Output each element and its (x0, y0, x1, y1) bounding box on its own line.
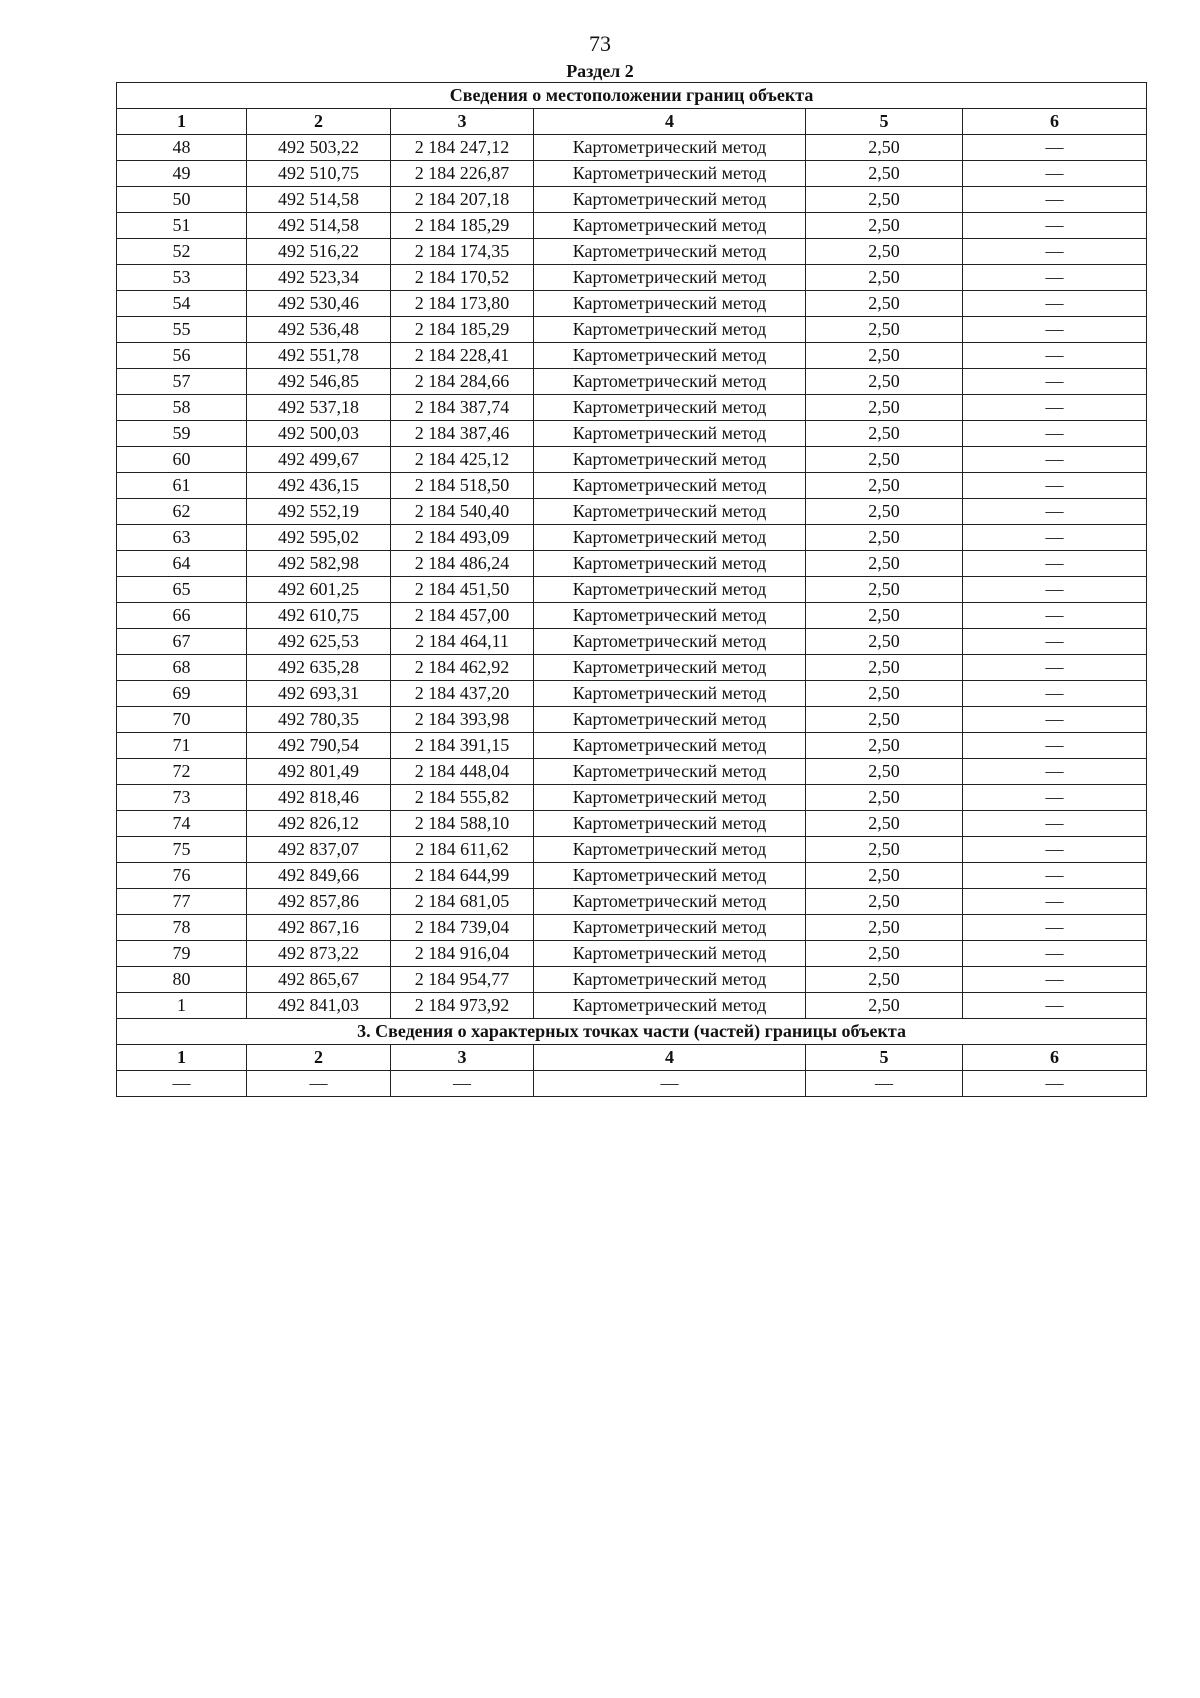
cell-point-number: 68 (117, 655, 247, 681)
cell-method: Картометрический метод (534, 941, 806, 967)
cell-coord-y: 2 184 391,15 (391, 733, 534, 759)
cell-description: — (963, 499, 1147, 525)
table1-header-cell: 6 (963, 109, 1147, 135)
table-row (117, 369, 1147, 395)
cell-description: — (963, 915, 1147, 941)
cell-description: — (963, 707, 1147, 733)
table-row (117, 395, 1147, 421)
cell-coord-x: 492 551,78 (247, 343, 391, 369)
cell-coord-y: 2 184 173,80 (391, 291, 534, 317)
cell-coord-y: 2 184 462,92 (391, 655, 534, 681)
cell-coord-x: 492 790,54 (247, 733, 391, 759)
cell-coord-x: 492 818,46 (247, 785, 391, 811)
cell-method: Картометрический метод (534, 837, 806, 863)
cell-accuracy: 2,50 (806, 629, 963, 655)
table2-cell: — (806, 1071, 963, 1097)
table2-header-cell: 4 (534, 1045, 806, 1071)
cell-point-number: 57 (117, 369, 247, 395)
table-row (117, 577, 1147, 603)
table1-header-cell: 1 (117, 109, 247, 135)
cell-coord-x: 492 826,12 (247, 811, 391, 837)
table-row (117, 681, 1147, 707)
cell-accuracy: 2,50 (806, 473, 963, 499)
cell-coord-y: 2 184 540,40 (391, 499, 534, 525)
cell-description: — (963, 369, 1147, 395)
cell-method: Картометрический метод (534, 733, 806, 759)
cell-coord-x: 492 635,28 (247, 655, 391, 681)
table-row (117, 889, 1147, 915)
table-row (117, 265, 1147, 291)
cell-method: Картометрический метод (534, 551, 806, 577)
table-row (117, 187, 1147, 213)
cell-accuracy: 2,50 (806, 863, 963, 889)
cell-coord-y: 2 184 916,04 (391, 941, 534, 967)
cell-coord-x: 492 780,35 (247, 707, 391, 733)
cell-point-number: 64 (117, 551, 247, 577)
cell-coord-x: 492 867,16 (247, 915, 391, 941)
cell-point-number: 61 (117, 473, 247, 499)
cell-point-number: 51 (117, 213, 247, 239)
table-row (117, 811, 1147, 837)
table-row (117, 291, 1147, 317)
cell-method: Картометрический метод (534, 993, 806, 1019)
cell-description: — (963, 889, 1147, 915)
table2-cell: — (247, 1071, 391, 1097)
cell-coord-y: 2 184 486,24 (391, 551, 534, 577)
cell-description: — (963, 291, 1147, 317)
cell-coord-x: 492 516,22 (247, 239, 391, 265)
cell-point-number: 70 (117, 707, 247, 733)
table-row (117, 733, 1147, 759)
cell-coord-x: 492 857,86 (247, 889, 391, 915)
cell-accuracy: 2,50 (806, 291, 963, 317)
cell-coord-y: 2 184 451,50 (391, 577, 534, 603)
cell-coord-y: 2 184 644,99 (391, 863, 534, 889)
cell-description: — (963, 733, 1147, 759)
table-row (117, 629, 1147, 655)
cell-coord-y: 2 184 226,87 (391, 161, 534, 187)
cell-point-number: 50 (117, 187, 247, 213)
table-row (117, 525, 1147, 551)
table-row (117, 161, 1147, 187)
table1-header-cell: 5 (806, 109, 963, 135)
cell-point-number: 53 (117, 265, 247, 291)
cell-method: Картометрический метод (534, 473, 806, 499)
table2-cell: — (117, 1071, 247, 1097)
cell-coord-y: 2 184 185,29 (391, 317, 534, 343)
cell-coord-x: 492 552,19 (247, 499, 391, 525)
cell-coord-x: 492 537,18 (247, 395, 391, 421)
cell-method: Картометрический метод (534, 785, 806, 811)
cell-description: — (963, 551, 1147, 577)
cell-coord-y: 2 184 174,35 (391, 239, 534, 265)
cell-description: — (963, 655, 1147, 681)
table2-header-cell: 5 (806, 1045, 963, 1071)
cell-method: Картометрический метод (534, 681, 806, 707)
cell-method: Картометрический метод (534, 343, 806, 369)
table-row (117, 759, 1147, 785)
cell-method: Картометрический метод (534, 317, 806, 343)
table-row (117, 499, 1147, 525)
cell-accuracy: 2,50 (806, 187, 963, 213)
cell-accuracy: 2,50 (806, 707, 963, 733)
cell-description: — (963, 837, 1147, 863)
cell-accuracy: 2,50 (806, 577, 963, 603)
cell-accuracy: 2,50 (806, 213, 963, 239)
cell-description: — (963, 265, 1147, 291)
table2-title: 3. Сведения о характерных точках части (частей) границы объекта (117, 1019, 1147, 1045)
cell-description: — (963, 525, 1147, 551)
cell-description: — (963, 395, 1147, 421)
cell-accuracy: 2,50 (806, 499, 963, 525)
cell-method: Картометрический метод (534, 707, 806, 733)
cell-point-number: 79 (117, 941, 247, 967)
table1-header-cell: 2 (247, 109, 391, 135)
cell-method: Картометрический метод (534, 967, 806, 993)
cell-coord-x: 492 693,31 (247, 681, 391, 707)
cell-description: — (963, 603, 1147, 629)
cell-accuracy: 2,50 (806, 915, 963, 941)
table-row (117, 837, 1147, 863)
cell-point-number: 80 (117, 967, 247, 993)
table2-header-cell: 1 (117, 1045, 247, 1071)
cell-accuracy: 2,50 (806, 395, 963, 421)
cell-method: Картометрический метод (534, 915, 806, 941)
cell-accuracy: 2,50 (806, 837, 963, 863)
cell-method: Картометрический метод (534, 395, 806, 421)
cell-description: — (963, 447, 1147, 473)
cell-coord-y: 2 184 457,00 (391, 603, 534, 629)
cell-method: Картометрический метод (534, 291, 806, 317)
table-row (117, 473, 1147, 499)
table2-title-row (117, 1019, 1147, 1045)
cell-coord-x: 492 530,46 (247, 291, 391, 317)
cell-coord-y: 2 184 185,29 (391, 213, 534, 239)
cell-coord-y: 2 184 387,46 (391, 421, 534, 447)
cell-coord-x: 492 546,85 (247, 369, 391, 395)
cell-accuracy: 2,50 (806, 733, 963, 759)
cell-point-number: 58 (117, 395, 247, 421)
cell-point-number: 67 (117, 629, 247, 655)
cell-description: — (963, 759, 1147, 785)
cell-accuracy: 2,50 (806, 369, 963, 395)
cell-method: Картометрический метод (534, 655, 806, 681)
cell-method: Картометрический метод (534, 629, 806, 655)
cell-coord-x: 492 625,53 (247, 629, 391, 655)
table-row (117, 343, 1147, 369)
cell-coord-y: 2 184 448,04 (391, 759, 534, 785)
table-row (117, 317, 1147, 343)
table1-header-cell: 3 (391, 109, 534, 135)
cell-description: — (963, 239, 1147, 265)
cell-coord-x: 492 503,22 (247, 135, 391, 161)
cell-coord-x: 492 499,67 (247, 447, 391, 473)
cell-description: — (963, 785, 1147, 811)
cell-point-number: 62 (117, 499, 247, 525)
cell-coord-x: 492 582,98 (247, 551, 391, 577)
table-row (117, 551, 1147, 577)
cell-accuracy: 2,50 (806, 603, 963, 629)
cell-description: — (963, 421, 1147, 447)
table2-header-cell: 3 (391, 1045, 534, 1071)
cell-description: — (963, 317, 1147, 343)
cell-point-number: 69 (117, 681, 247, 707)
table2-cell: — (534, 1071, 806, 1097)
cell-description: — (963, 681, 1147, 707)
table-row (117, 707, 1147, 733)
cell-coord-x: 492 865,67 (247, 967, 391, 993)
cell-point-number: 1 (117, 993, 247, 1019)
coordinates-table-body (117, 83, 1147, 1097)
table1-title-row (117, 83, 1147, 109)
cell-method: Картометрический метод (534, 161, 806, 187)
cell-point-number: 65 (117, 577, 247, 603)
table-row (117, 785, 1147, 811)
cell-coord-y: 2 184 170,52 (391, 265, 534, 291)
section-label: Раздел 2 (566, 61, 634, 81)
table2-cell: — (391, 1071, 534, 1097)
cell-description: — (963, 577, 1147, 603)
cell-coord-x: 492 536,48 (247, 317, 391, 343)
cell-method: Картометрический метод (534, 369, 806, 395)
cell-description: — (963, 187, 1147, 213)
cell-method: Картометрический метод (534, 525, 806, 551)
cell-coord-x: 492 510,75 (247, 161, 391, 187)
cell-point-number: 54 (117, 291, 247, 317)
cell-point-number: 60 (117, 447, 247, 473)
cell-coord-x: 492 514,58 (247, 187, 391, 213)
cell-accuracy: 2,50 (806, 317, 963, 343)
cell-accuracy: 2,50 (806, 525, 963, 551)
table1-title: Сведения о местоположении границ объекта (117, 83, 1147, 109)
cell-coord-y: 2 184 247,12 (391, 135, 534, 161)
cell-point-number: 71 (117, 733, 247, 759)
cell-coord-x: 492 837,07 (247, 837, 391, 863)
cell-coord-x: 492 514,58 (247, 213, 391, 239)
table-row (117, 915, 1147, 941)
table-row (117, 863, 1147, 889)
cell-accuracy: 2,50 (806, 447, 963, 473)
cell-point-number: 66 (117, 603, 247, 629)
table-row (117, 421, 1147, 447)
table-row (117, 135, 1147, 161)
cell-coord-y: 2 184 207,18 (391, 187, 534, 213)
table-row (117, 993, 1147, 1019)
cell-method: Картометрический метод (534, 863, 806, 889)
cell-point-number: 77 (117, 889, 247, 915)
cell-coord-x: 492 601,25 (247, 577, 391, 603)
table1-header-cell: 4 (534, 109, 806, 135)
cell-point-number: 78 (117, 915, 247, 941)
cell-coord-y: 2 184 611,62 (391, 837, 534, 863)
cell-point-number: 49 (117, 161, 247, 187)
cell-accuracy: 2,50 (806, 993, 963, 1019)
cell-accuracy: 2,50 (806, 239, 963, 265)
cell-description: — (963, 161, 1147, 187)
cell-method: Картометрический метод (534, 239, 806, 265)
cell-coord-x: 492 610,75 (247, 603, 391, 629)
cell-point-number: 56 (117, 343, 247, 369)
cell-accuracy: 2,50 (806, 655, 963, 681)
cell-coord-y: 2 184 739,04 (391, 915, 534, 941)
cell-accuracy: 2,50 (806, 889, 963, 915)
table2-header-cell: 2 (247, 1045, 391, 1071)
cell-method: Картометрический метод (534, 811, 806, 837)
cell-coord-x: 492 436,15 (247, 473, 391, 499)
cell-description: — (963, 135, 1147, 161)
cell-description: — (963, 863, 1147, 889)
cell-coord-y: 2 184 555,82 (391, 785, 534, 811)
cell-description: — (963, 967, 1147, 993)
table-row (117, 655, 1147, 681)
cell-accuracy: 2,50 (806, 759, 963, 785)
cell-coord-y: 2 184 518,50 (391, 473, 534, 499)
page-number: 73 (589, 31, 611, 56)
cell-description: — (963, 629, 1147, 655)
cell-method: Картометрический метод (534, 577, 806, 603)
cell-method: Картометрический метод (534, 213, 806, 239)
cell-coord-x: 492 523,34 (247, 265, 391, 291)
cell-point-number: 63 (117, 525, 247, 551)
cell-coord-y: 2 184 284,66 (391, 369, 534, 395)
cell-method: Картометрический метод (534, 447, 806, 473)
table-row (117, 447, 1147, 473)
table1-header-row (117, 109, 1147, 135)
cell-accuracy: 2,50 (806, 811, 963, 837)
cell-method: Картометрический метод (534, 135, 806, 161)
cell-coord-x: 492 801,49 (247, 759, 391, 785)
cell-accuracy: 2,50 (806, 161, 963, 187)
cell-coord-x: 492 841,03 (247, 993, 391, 1019)
table-row (117, 603, 1147, 629)
coordinates-table (116, 82, 1147, 1097)
cell-method: Картометрический метод (534, 265, 806, 291)
cell-accuracy: 2,50 (806, 967, 963, 993)
cell-point-number: 52 (117, 239, 247, 265)
cell-description: — (963, 343, 1147, 369)
cell-coord-y: 2 184 228,41 (391, 343, 534, 369)
cell-coord-y: 2 184 393,98 (391, 707, 534, 733)
cell-coord-x: 492 500,03 (247, 421, 391, 447)
cell-point-number: 55 (117, 317, 247, 343)
cell-coord-x: 492 849,66 (247, 863, 391, 889)
cell-point-number: 48 (117, 135, 247, 161)
cell-coord-y: 2 184 588,10 (391, 811, 534, 837)
cell-coord-y: 2 184 464,11 (391, 629, 534, 655)
cell-accuracy: 2,50 (806, 551, 963, 577)
cell-coord-y: 2 184 437,20 (391, 681, 534, 707)
cell-accuracy: 2,50 (806, 265, 963, 291)
table-row (117, 967, 1147, 993)
table-row (117, 941, 1147, 967)
table2-header-cell: 6 (963, 1045, 1147, 1071)
cell-accuracy: 2,50 (806, 421, 963, 447)
cell-method: Картометрический метод (534, 603, 806, 629)
cell-point-number: 73 (117, 785, 247, 811)
cell-method: Картометрический метод (534, 499, 806, 525)
cell-method: Картометрический метод (534, 421, 806, 447)
table2-cell: — (963, 1071, 1147, 1097)
cell-point-number: 76 (117, 863, 247, 889)
cell-method: Картометрический метод (534, 187, 806, 213)
cell-accuracy: 2,50 (806, 941, 963, 967)
cell-coord-y: 2 184 425,12 (391, 447, 534, 473)
cell-description: — (963, 811, 1147, 837)
cell-point-number: 59 (117, 421, 247, 447)
cell-coord-y: 2 184 973,92 (391, 993, 534, 1019)
cell-coord-y: 2 184 681,05 (391, 889, 534, 915)
cell-accuracy: 2,50 (806, 343, 963, 369)
cell-accuracy: 2,50 (806, 135, 963, 161)
cell-accuracy: 2,50 (806, 785, 963, 811)
cell-description: — (963, 213, 1147, 239)
cell-description: — (963, 993, 1147, 1019)
cell-coord-x: 492 595,02 (247, 525, 391, 551)
cell-point-number: 74 (117, 811, 247, 837)
table2-header-row (117, 1045, 1147, 1071)
cell-coord-y: 2 184 954,77 (391, 967, 534, 993)
table2-row (117, 1071, 1147, 1097)
cell-accuracy: 2,50 (806, 681, 963, 707)
cell-description: — (963, 941, 1147, 967)
cell-coord-x: 492 873,22 (247, 941, 391, 967)
cell-coord-y: 2 184 493,09 (391, 525, 534, 551)
cell-method: Картометрический метод (534, 759, 806, 785)
cell-description: — (963, 473, 1147, 499)
table-row (117, 239, 1147, 265)
table-row (117, 213, 1147, 239)
cell-point-number: 72 (117, 759, 247, 785)
cell-coord-y: 2 184 387,74 (391, 395, 534, 421)
cell-point-number: 75 (117, 837, 247, 863)
cell-method: Картометрический метод (534, 889, 806, 915)
